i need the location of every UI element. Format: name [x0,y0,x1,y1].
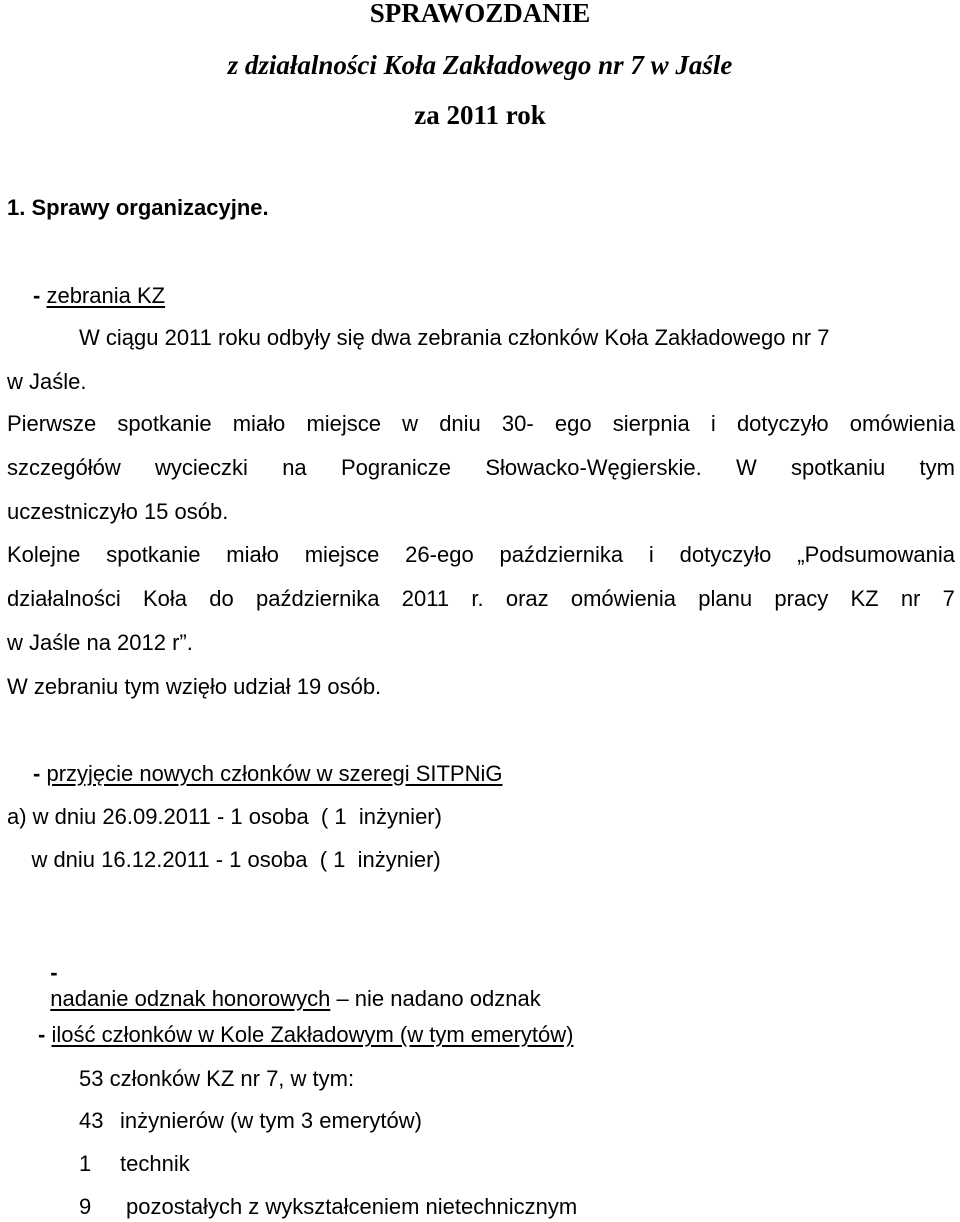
first-meeting-line3: uczestniczyło 15 osób. [7,499,229,524]
word: omówienia [570,586,677,611]
word: 26-ego [405,542,474,567]
document-subtitle [0,52,960,78]
new-members-entry: w dniu 16.12.2011 - 1 osoba ( 1 inżynier) [7,847,441,872]
word: w [402,411,419,436]
second-meeting-paragraph [7,542,955,568]
member-count-row [79,1194,779,1220]
word: Koła [142,586,188,611]
first-meeting-paragraph-2 [7,455,955,481]
second-meeting-paragraph-2 [7,586,955,612]
title-text: SPRAWOZDANIE [369,0,591,28]
word: szczegółów [7,455,121,480]
word: na [282,455,307,480]
year-text: za 2011 rok [414,100,546,130]
word: i [710,411,716,436]
word: miejsce [306,411,382,436]
section-heading: 1. Sprawy organizacyjne. [7,195,269,220]
word: Pogranicze [340,455,452,480]
word: tym [919,455,955,480]
new-members-entry: a) w dniu 26.09.2011 - 1 osoba ( 1 inżynier) [7,804,442,829]
badges-label: nadanie odznak honorowych [50,986,331,1011]
word: KZ [850,586,879,611]
word: października [499,542,624,567]
first-meeting-paragraph [7,411,955,437]
word: do [209,586,234,611]
member-count-summary: 53 członków KZ nr 7, w tym: [79,1066,355,1091]
member-count-dash: - [38,1022,46,1047]
meetings-dash: - [33,283,41,308]
word: miejsce [304,542,380,567]
word: spotkanie [117,411,212,436]
word: Kolejne [7,542,81,567]
word: W [736,455,757,480]
word: i [648,542,654,567]
word: działalności [7,586,121,611]
word: omówienia [849,411,955,436]
first-meeting-line1 [7,411,955,437]
word: dotyczyło [679,542,772,567]
member-count-label: ilość członków w Kole Zakładowym (w tym emerytów) [51,1022,574,1047]
second-meeting-line4: W zebraniu tym wzięło udział 19 osób. [7,674,382,699]
member-count-text: technik [120,1151,190,1176]
badges-line [38,934,541,1012]
word: ego [554,411,592,436]
first-meeting-line2 [7,455,955,481]
meetings-intro-line2: w Jaśle. [7,369,87,394]
word: Pierwsze [7,411,97,436]
meetings-heading [33,283,165,309]
document-title [0,0,960,26]
word: dniu [439,411,481,436]
member-count-text: inżynierów (w tym 3 emerytów) [120,1108,422,1133]
second-meeting-line2 [7,586,955,612]
word: „Podsumowania [797,542,955,567]
word: 2011 [401,586,450,611]
word: października [256,586,380,611]
member-count-number: 9 [79,1194,92,1219]
word: 7 [942,586,955,611]
badges-rest: – nie nadano odznak [330,986,541,1011]
word: miało [226,542,279,567]
member-count-number: 1 [79,1151,92,1176]
member-count-heading [38,1022,573,1048]
meetings-intro-line1: W ciągu 2011 roku odbyły się dwa zebrania członków Koła Zakładowego nr 7 [79,325,830,350]
word: sierpnia [612,411,690,436]
word: Słowacko-Węgierskie. [485,455,702,480]
word: pracy [774,586,829,611]
word: 30- [501,411,534,436]
word: dotyczyło [736,411,829,436]
document-year [0,102,960,128]
member-count-row [79,1108,779,1134]
word: spotkaniu [791,455,886,480]
second-meeting-line3: w Jaśle na 2012 r”. [7,630,193,655]
second-meeting-line1 [7,542,955,568]
new-members-dash: - [33,761,41,786]
new-members-heading [33,761,503,787]
member-count-row [79,1151,779,1177]
subtitle-text: z działalności Koła Zakładowego nr 7 w Jaśle [227,50,733,80]
member-count-text: pozostałych z wykształceniem nietechnicznym [126,1194,578,1219]
badges-dash: - [50,960,58,985]
meetings-label: zebrania KZ [46,283,166,308]
word: wycieczki [155,455,248,480]
word: miało [232,411,286,436]
new-members-label: przyjęcie nowych członków w szeregi SITPNiG [46,761,503,786]
member-count-number: 43 [79,1108,104,1133]
word: spotkanie [106,542,201,567]
word: planu [698,586,753,611]
word: oraz [505,586,549,611]
word: nr [900,586,921,611]
word: r. [471,586,484,611]
